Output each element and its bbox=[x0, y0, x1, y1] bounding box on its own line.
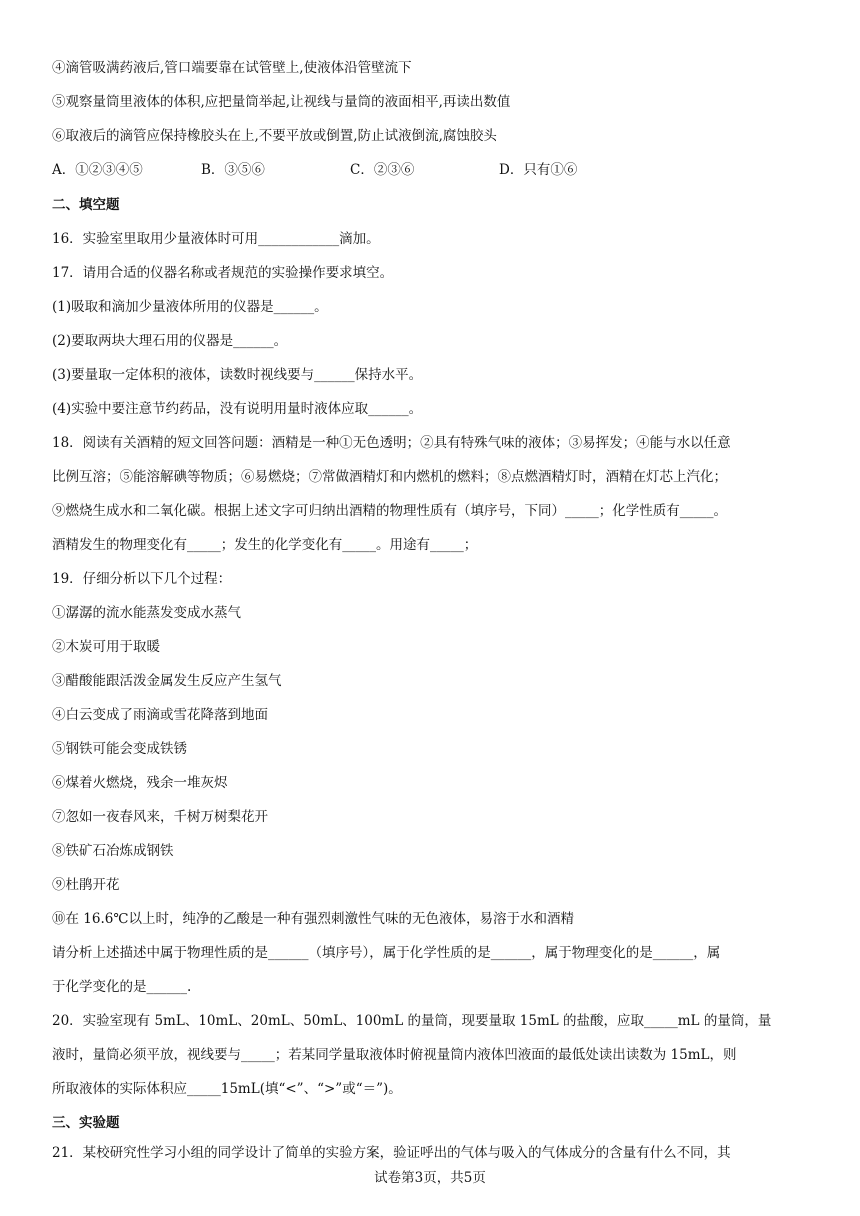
statement-5: ⑤观察量筒里液体的体积,应把量筒举起,让视线与量筒的液面相平,再读出数值 bbox=[52, 94, 511, 110]
statement-4: ④滴管吸满药液后,管口端要靠在试管壁上,使液体沿管壁流下 bbox=[52, 60, 412, 76]
question-17-4: (4)实验中要注意节约药品，没有说明用量时液体应取______。 bbox=[52, 401, 423, 417]
option-d[interactable]: D．只有①⑥ bbox=[499, 162, 578, 178]
option-b[interactable]: B．③⑤⑥ bbox=[201, 162, 265, 178]
q19-item: ⑥煤着火燃烧，残余一堆灰烬 bbox=[52, 775, 228, 791]
q19-item: ②木炭可用于取暖 bbox=[52, 639, 160, 655]
q19-item: ③醋酸能跟活泼金属发生反应产生氢气 bbox=[52, 673, 282, 689]
question-17-2: (2)要取两块大理石用的仪器是______。 bbox=[52, 333, 288, 349]
option-a[interactable]: A．①②③④⑤ bbox=[52, 162, 143, 178]
q19-item: ⑤钢铁可能会变成铁锈 bbox=[52, 741, 187, 757]
question-19-ask-line2: 于化学变化的是______. bbox=[52, 979, 192, 995]
question-20-line2: 液时，量筒必须平放，视线要与_____；若某同学量取液体时俯视量筒内液体凹液面的最低处读出读数为 15mL，则 bbox=[52, 1047, 737, 1063]
question-17-1: (1)吸取和滴加少量液体所用的仪器是______。 bbox=[52, 299, 328, 315]
q19-item: ④白云变成了雨滴或雪花降落到地面 bbox=[52, 707, 268, 723]
q19-item: ⑦忽如一夜春风来，千树万树梨花开 bbox=[52, 809, 268, 825]
q19-item: ①潺潺的流水能蒸发变成水蒸气 bbox=[52, 605, 241, 621]
question-18-line1: 18．阅读有关酒精的短文回答问题：酒精是一种①无色透明；②具有特殊气味的液体；③易挥发；④能与水以任意 bbox=[52, 435, 731, 451]
question-16: 16．实验室里取用少量液体时可用____________滴加。 bbox=[52, 231, 380, 247]
question-17-3: (3)要量取一定体积的液体，读数时视线要与______保持水平。 bbox=[52, 367, 423, 383]
q19-item: ⑩在 16.6℃以上时，纯净的乙酸是一种有强烈刺激性气味的无色液体，易溶于水和酒精 bbox=[52, 911, 574, 927]
section-experiment-title: 三、实验题 bbox=[52, 1115, 120, 1131]
question-18-line3: ⑨燃烧生成水和二氧化碳。根据上述文字可归纳出酒精的物理性质有（填序号，下同）_____；化学性质有_____。 bbox=[52, 503, 727, 519]
question-21: 21．某校研究性学习小组的同学设计了简单的实验方案，验证呼出的气体与吸入的气体成分的含量有什么不同，其 bbox=[52, 1145, 731, 1161]
question-17: 17．请用合适的仪器名称或者规范的实验操作要求填空。 bbox=[52, 265, 394, 281]
question-19: 19．仔细分析以下几个过程： bbox=[52, 571, 232, 587]
statement-6: ⑥取液后的滴管应保持橡胶头在上,不要平放或倒置,防止试液倒流,腐蚀胶头 bbox=[52, 128, 497, 144]
question-20-line3: 所取液体的实际体积应_____15mL(填“<”、“>”或“＝”)。 bbox=[52, 1081, 402, 1097]
question-18-line2: 比例互溶；⑤能溶解碘等物质；⑥易燃烧；⑦常做酒精灯和内燃机的燃料；⑧点燃酒精灯时，酒精在灯芯上汽化； bbox=[52, 469, 727, 485]
question-20-line1: 20．实验室现有 5mL、10mL、20mL、50mL、100mL 的量筒，现要量取 15mL 的盐酸，应取_____mL 的量筒，量 bbox=[52, 1013, 772, 1029]
q19-item: ⑧铁矿石冶炼成钢铁 bbox=[52, 843, 174, 859]
option-c[interactable]: C．②③⑥ bbox=[350, 162, 415, 178]
section-fill-in-title: 二、填空题 bbox=[52, 197, 120, 213]
q19-item: ⑨杜鹃开花 bbox=[52, 877, 120, 893]
question-19-ask-line1: 请分析上述描述中属于物理性质的是______（填序号），属于化学性质的是______，属于物理变化的是______，属 bbox=[52, 945, 721, 961]
page-footer: 试卷第3页，共5页 bbox=[374, 1170, 486, 1186]
question-18-line4: 酒精发生的物理变化有_____；发生的化学变化有_____。用途有_____； bbox=[52, 537, 478, 553]
